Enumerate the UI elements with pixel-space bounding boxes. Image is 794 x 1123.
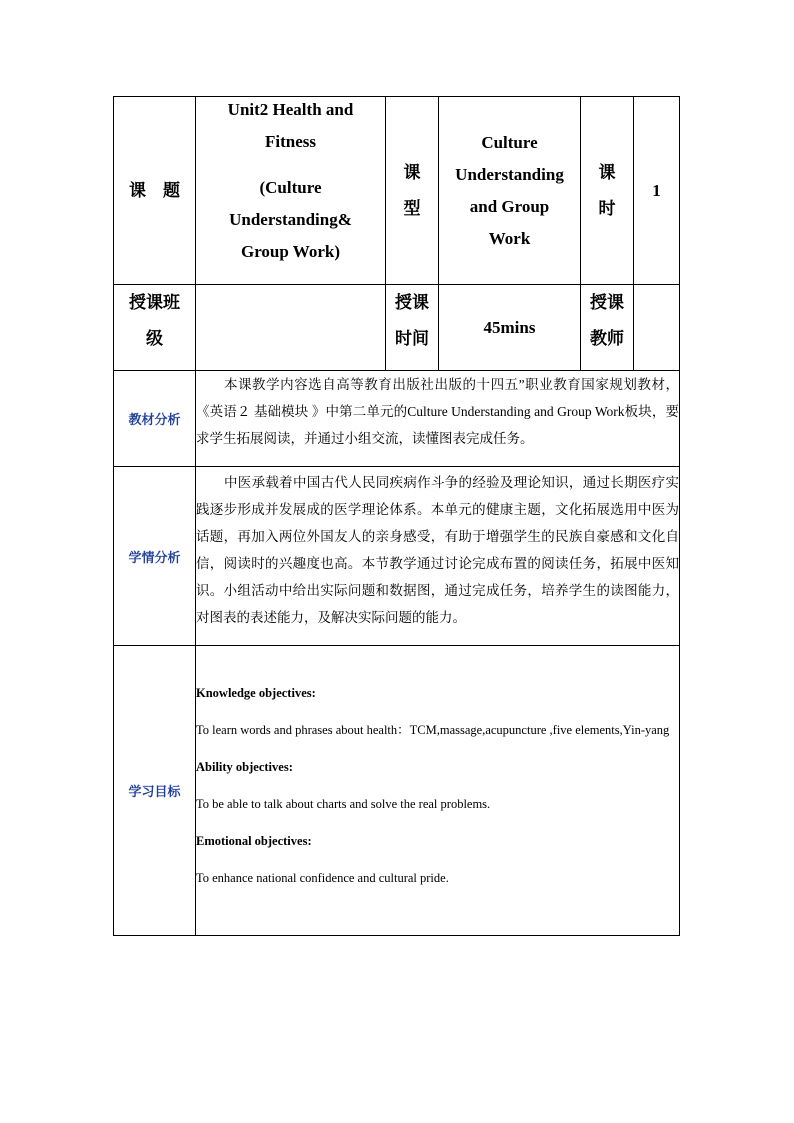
type-line4: Work [488, 228, 531, 248]
hours-label-2: 时 [598, 198, 616, 218]
type-label [386, 97, 439, 285]
knowledge-text: To learn words and phrases about health：TCM,massage,acupuncture ,five elements,Yin-yang [196, 722, 670, 737]
class-label-2: 级 [146, 329, 163, 348]
material-label-text: 教材分析 [128, 412, 181, 427]
class-row [114, 285, 680, 371]
time-value [439, 285, 581, 371]
topic-label-text: 课 题 [129, 180, 180, 200]
learner-row [114, 467, 680, 646]
type-value [439, 97, 581, 285]
topic-sub-line3: Group Work) [240, 242, 341, 261]
knowledge-heading: Knowledge objectives: [196, 685, 316, 700]
topic-label [114, 97, 196, 285]
hours-label [581, 97, 634, 285]
topic-title-line2: Fitness [265, 132, 316, 151]
teacher-label-1: 授课 [590, 293, 624, 312]
material-row [114, 371, 680, 467]
teacher-label-2: 教师 [590, 329, 624, 348]
emotional-heading: Emotional objectives: [196, 833, 312, 848]
hours-value [634, 97, 680, 285]
class-value [196, 285, 386, 371]
time-value-text: 45mins [483, 317, 536, 337]
type-label-1: 课 [403, 162, 421, 182]
objectives-label [114, 646, 196, 936]
time-label [386, 285, 439, 371]
teacher-label [581, 285, 634, 371]
type-line3: and Group [469, 196, 550, 216]
lesson-plan-table [113, 96, 680, 936]
learner-text: 中医承载着中国古代人民同疾病作斗争的经验及理论知识，通过长期医疗实践逐步形成并发展成的医学理论体系。本单元的健康主题，文化拓展选用中医为话题，再加入两位外国友人的亲身感受，有助于增强学生的民族自豪感和文化自信，阅读时的兴趣度也高。本节教学通过讨论完成布置的阅读任务，拓展中医知识。小组活动中给出实际问题和数据图，通过完成任务，培养学生的读图能力，对图表的表述能力，及解决实际问题的能力。 [196, 467, 680, 646]
hours-label-1: 课 [598, 162, 616, 182]
ability-heading: Ability objectives: [196, 759, 293, 774]
topic-row [114, 97, 680, 285]
topic-title-cell [196, 97, 386, 285]
objectives-content [196, 646, 680, 936]
learner-label [114, 467, 196, 646]
ability-text: To be able to talk about charts and solve the real problems. [196, 796, 491, 811]
topic-sub-line1: (Culture [259, 178, 322, 197]
type-line2: Understanding [455, 164, 564, 184]
topic-title-line1: Unit2 Health and [227, 100, 354, 119]
teacher-value [634, 285, 680, 371]
time-label-1: 授课 [395, 293, 429, 312]
objectives-label-text: 学习目标 [128, 784, 181, 799]
type-label-2: 型 [403, 198, 421, 218]
class-label [114, 285, 196, 371]
objectives-row [114, 646, 680, 936]
class-label-1: 授课班 [129, 293, 180, 312]
topic-sub-line2: Understanding& [229, 210, 352, 229]
hours-value-text: 1 [652, 180, 661, 200]
material-text: 本课教学内容选自高等教育出版社出版的十四五”职业教育国家规划教材，《英语２ 基础模块 》中第二单元的Culture Understanding and Group Work板块，要求学生拓展阅读，并通过小组交流，读懂图表完成任务。 [196, 371, 680, 467]
emotional-text: To enhance national confidence and cultural pride. [196, 870, 449, 885]
material-label [114, 371, 196, 467]
time-label-2: 时间 [395, 329, 429, 348]
learner-label-text: 学情分析 [128, 549, 181, 565]
type-line1: Culture [481, 132, 538, 152]
